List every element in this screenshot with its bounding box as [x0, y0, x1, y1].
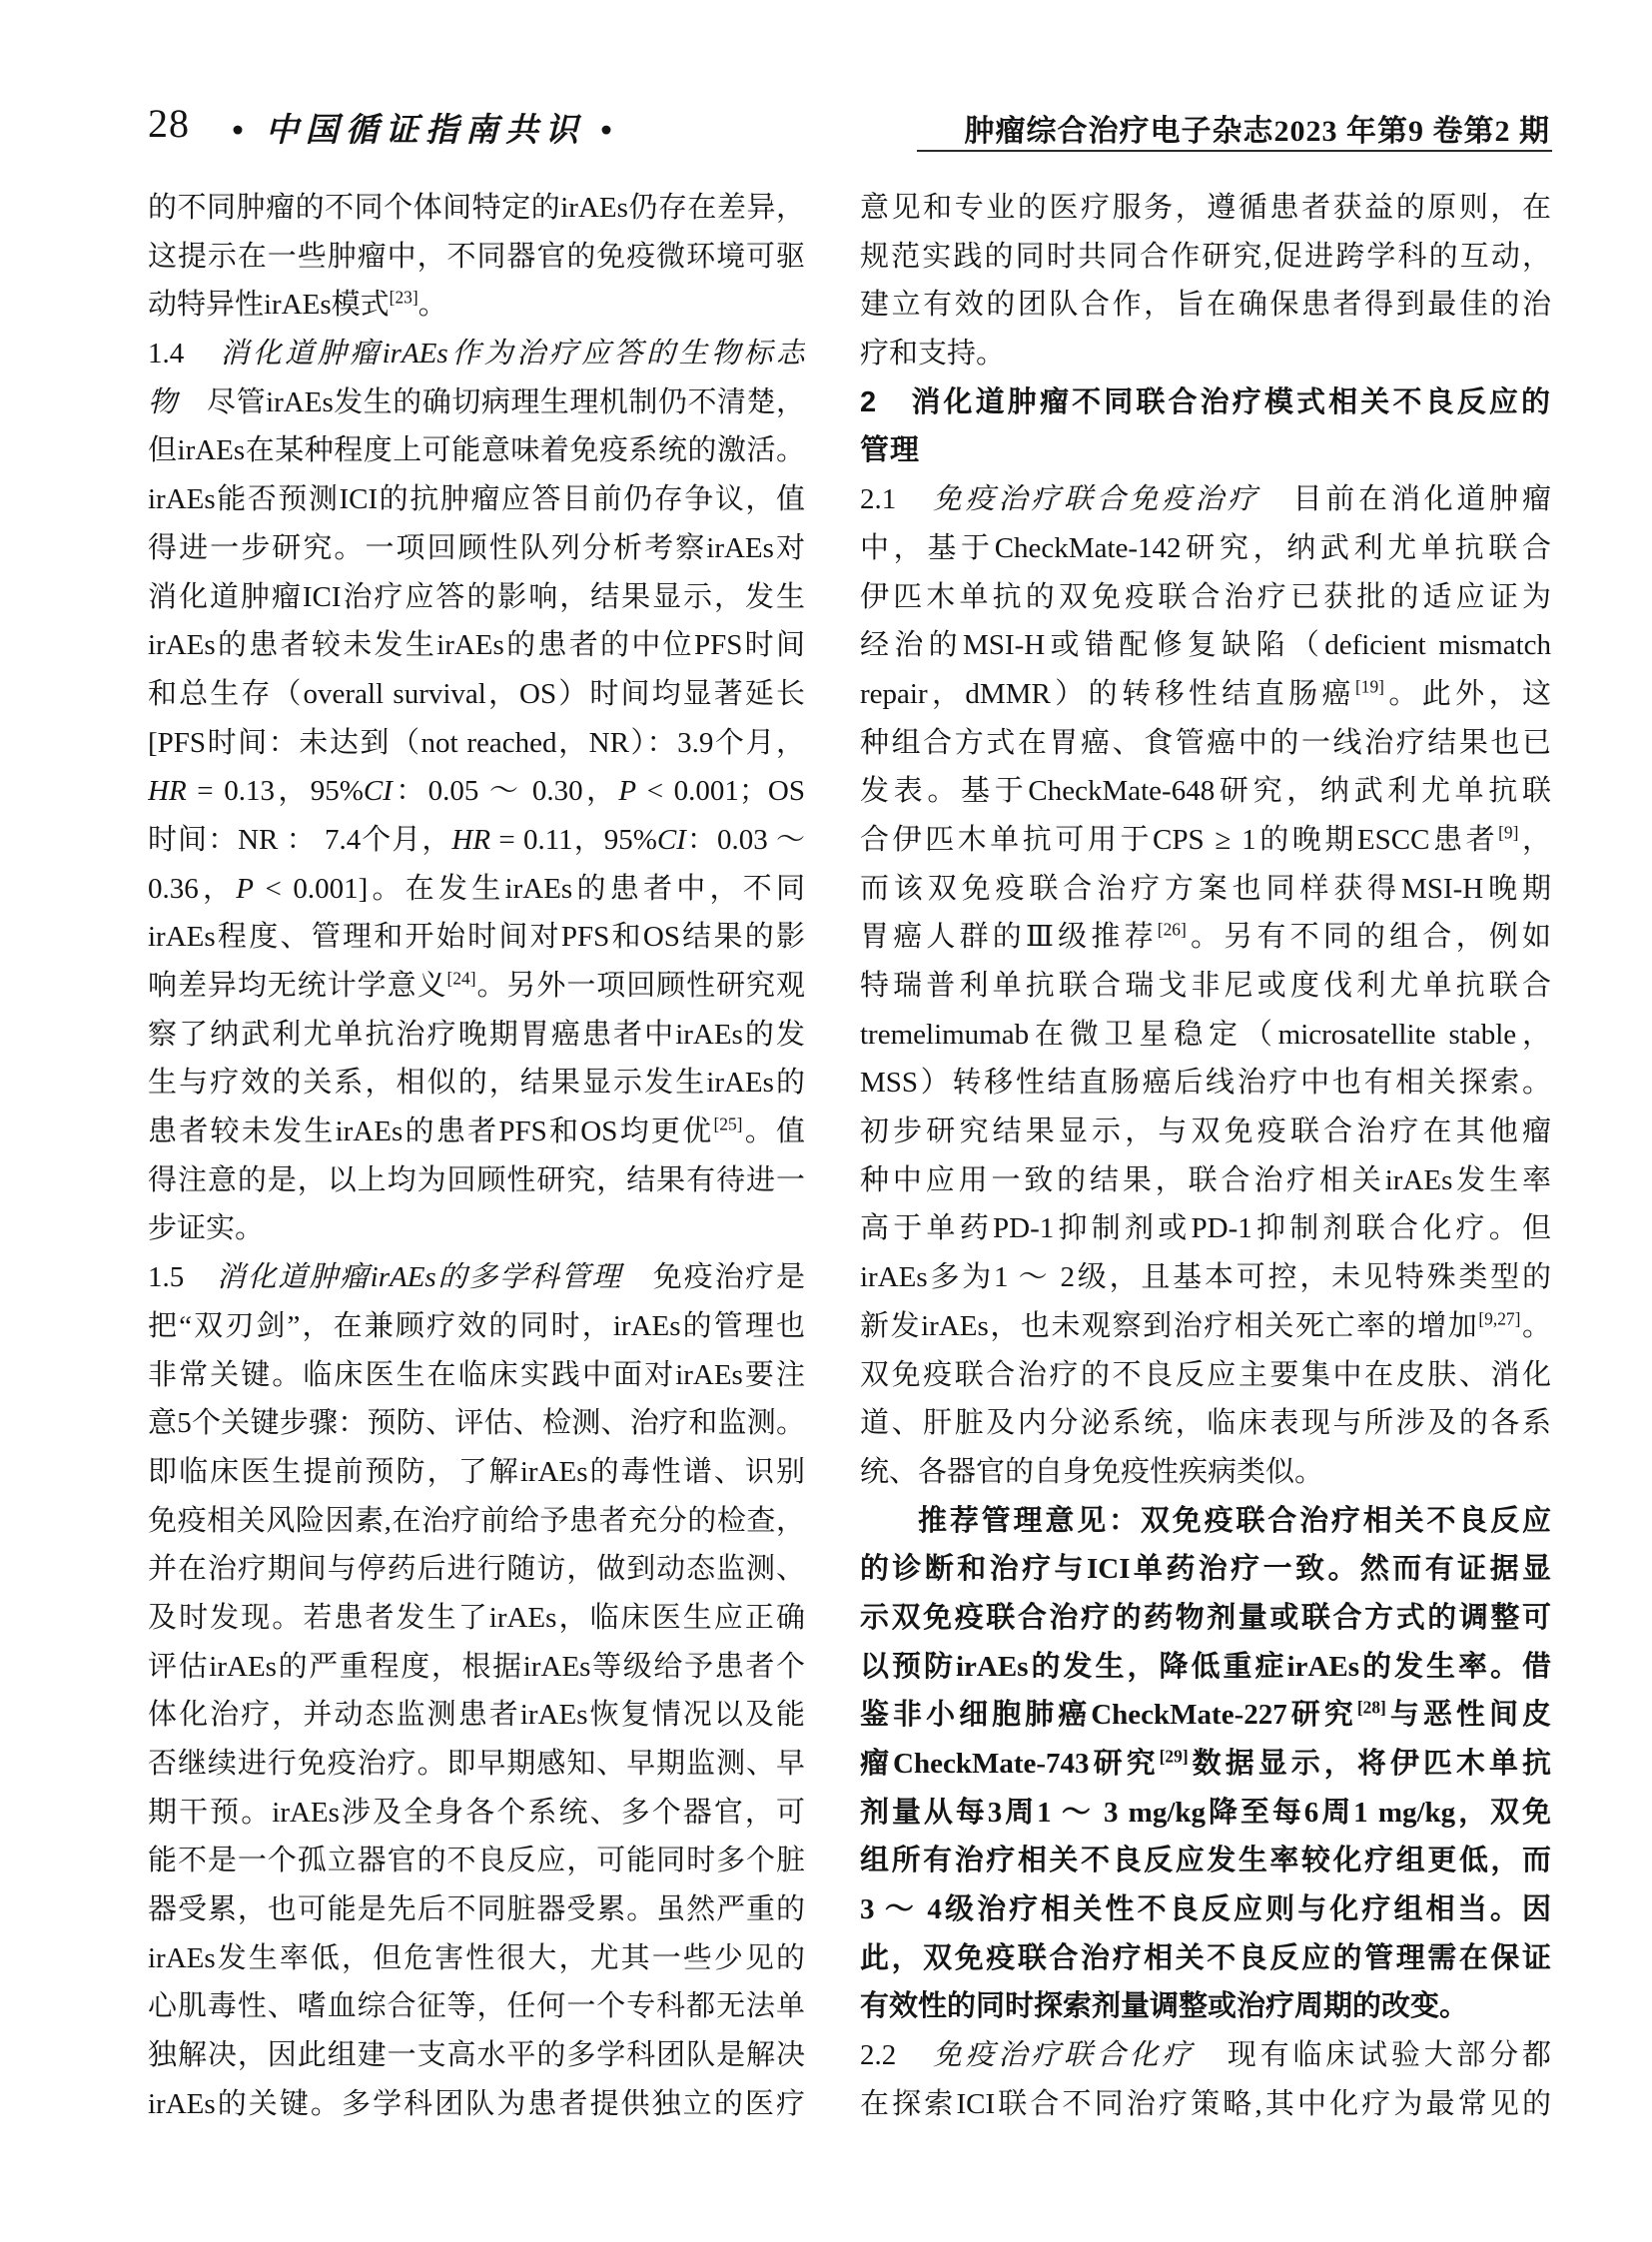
text-line: [148, 573, 805, 622]
text-segment: 高于单药PD-1抑制剂或PD-1抑制剂联合化疗。但: [860, 1212, 1551, 1245]
text-segment: HR: [148, 775, 187, 808]
text-line: [860, 670, 1551, 719]
text-line: [148, 378, 805, 427]
text-line: [860, 426, 1551, 475]
journal-issue-title: 肿瘤综合治疗电子杂志2023 年第9 卷第2 期: [964, 115, 1550, 148]
text-line: [148, 475, 805, 524]
text-line: [148, 1351, 805, 1400]
text-segment: 患者较未发生irAEs的患者PFS和OS均更优: [148, 1116, 714, 1148]
text-segment: 道、肝脏及内分泌系统，临床表现与所涉及的各系: [860, 1407, 1551, 1440]
text-line: [148, 1108, 805, 1156]
text-line: [860, 913, 1551, 962]
citation-superscript: [23]: [389, 287, 418, 308]
text-line: [860, 1108, 1551, 1156]
text-line: [860, 475, 1551, 524]
text-segment: ：0.03 ～: [685, 823, 805, 856]
text-segment: = 0.13，95%: [186, 775, 364, 808]
text-segment: 新发irAEs，也未观察到治疗相关死亡率的增加: [860, 1309, 1479, 1342]
text-segment: 种组合方式在胃癌、食管癌中的一线治疗结果也已: [860, 726, 1551, 759]
header-rule: [917, 150, 1552, 152]
citation-superscript: [25]: [713, 1114, 743, 1134]
text-segment: 推荐管理意见：双免疫联合治疗相关不良反应: [918, 1504, 1551, 1537]
citation-superscript: [9,27]: [1478, 1308, 1521, 1329]
text-line: [860, 767, 1551, 816]
text-line: [860, 1448, 1551, 1497]
text-segment: 免疫治疗联合化疗: [932, 2039, 1196, 2072]
text-line: [148, 816, 805, 865]
journal-section-title: • 中国循证指南共识 •: [232, 113, 619, 149]
text-segment: 。值: [742, 1116, 805, 1148]
text-segment: 而该双免疫联合治疗方案也同样获得MSI-H晚期: [860, 872, 1551, 905]
left-column: [148, 184, 805, 2129]
text-line: [860, 621, 1551, 670]
text-line: [148, 1253, 805, 1302]
text-line: [148, 621, 805, 670]
text-line: [148, 2080, 805, 2129]
text-segment: 3 ～ 4级治疗相关性不良反应则与化疗组相当。因: [860, 1893, 1551, 1926]
text-segment: 。此外，这: [1383, 677, 1551, 710]
text-segment: 以预防irAEs的发生，降低重症irAEs的发生率。借: [860, 1650, 1551, 1683]
text-line: [860, 184, 1551, 233]
citation-superscript: [28]: [1356, 1697, 1386, 1718]
text-segment: 免疫相关风险因素,在治疗前给予患者充分的检查，: [148, 1504, 805, 1537]
text-segment: 规范实践的同时共同合作研究,促进跨学科的互动，: [860, 240, 1551, 273]
text-segment: 此，双免疫联合治疗相关不良反应的管理需在保证: [860, 1941, 1551, 1974]
text-segment: 目前在消化道肿瘤: [1259, 483, 1551, 516]
text-segment: 意5个关键步骤：预防、评估、检测、治疗和监测。: [148, 1407, 805, 1440]
text-segment: irAEs多为1 ～ 2级，且基本可控，未见特殊类型的: [860, 1261, 1551, 1294]
text-segment: 示双免疫联合治疗的药物剂量或联合方式的调整可: [860, 1601, 1551, 1634]
text-segment: 并在治疗期间与停药后进行随访，做到动态监测、: [148, 1553, 805, 1586]
text-line: [860, 281, 1551, 330]
text-segment: 1.5: [148, 1261, 217, 1294]
text-segment: 合伊匹木单抗可用于CPS ≥ 1的晚期ESCC患者: [860, 823, 1499, 856]
text-segment: 物: [148, 385, 178, 418]
text-segment: 的诊断和治疗与ICI单药治疗一致。然而有证据显: [860, 1553, 1551, 1586]
citation-superscript: [26]: [1157, 919, 1187, 940]
text-segment: 尽管irAEs发生的确切病理生理机制仍不清楚，: [177, 385, 805, 418]
text-line: [860, 1837, 1551, 1885]
text-segment: CI: [656, 823, 686, 856]
text-line: [860, 816, 1551, 865]
text-line: [148, 1885, 805, 1934]
text-segment: 鉴非小细胞肺癌CheckMate-227研究: [860, 1699, 1357, 1732]
citation-superscript: [9]: [1498, 822, 1519, 843]
text-segment: [PFS时间：未达到（not reached，NR）：3.9个月，: [148, 726, 805, 759]
text-segment: 响差异均无统计学意义: [148, 970, 447, 1002]
text-segment: ：0.05 ～ 0.30，: [392, 775, 619, 808]
text-line: [148, 1059, 805, 1108]
text-line: [860, 1934, 1551, 1983]
text-line: [148, 1399, 805, 1448]
text-line: [148, 281, 805, 330]
citation-superscript: [19]: [1354, 676, 1384, 697]
text-segment: P: [236, 872, 254, 905]
text-segment: 有效性的同时探索剂量调整或治疗周期的改变。: [860, 1990, 1469, 2023]
text-segment: 这提示在一些肿瘤中，不同器官的免疫微环境可驱: [148, 240, 805, 273]
text-segment: irAEs能否预测ICI的抗肿瘤应答目前仍存争议，值: [148, 483, 805, 516]
text-segment: 评估irAEs的严重程度，根据irAEs等级给予患者个: [148, 1650, 805, 1683]
text-line: [148, 1448, 805, 1497]
text-line: [860, 573, 1551, 622]
text-line: [148, 2031, 805, 2080]
text-line: [860, 1302, 1551, 1351]
text-line: [148, 767, 805, 816]
text-segment: 管理: [860, 434, 921, 467]
text-line: [148, 1934, 805, 1983]
text-segment: HR: [451, 823, 491, 856]
text-segment: 动特异性irAEs模式: [148, 289, 390, 322]
text-segment: 数据显示，将伊匹木单抗: [1188, 1748, 1551, 1780]
text-segment: irAEs发生率低，但危害性很大，尤其一些少见的: [148, 1941, 805, 1974]
text-segment: 。: [417, 289, 447, 322]
text-line: [148, 1643, 805, 1692]
text-segment: 器受累，也可能是先后不同脏器受累。虽然严重的: [148, 1893, 805, 1926]
text-segment: 2 消化道肿瘤不同联合治疗模式相关不良反应的: [860, 385, 1551, 418]
text-line: [148, 1789, 805, 1838]
text-segment: 建立有效的团队合作，旨在确保患者得到最佳的治: [860, 289, 1551, 322]
text-segment: 发表。基于CheckMate-648研究，纳武利尤单抗联: [860, 775, 1551, 808]
text-line: [860, 1594, 1551, 1643]
text-line: [860, 1204, 1551, 1253]
text-segment: 免疫治疗联合免疫治疗: [932, 483, 1260, 516]
text-line: [148, 865, 805, 914]
text-segment: = 0.11，95%: [490, 823, 657, 856]
text-segment: 步证实。: [148, 1212, 265, 1245]
text-line: [860, 1253, 1551, 1302]
text-segment: 现有临床试验大部分都: [1195, 2039, 1551, 2072]
text-segment: P: [618, 775, 637, 808]
text-line: [148, 1156, 805, 1205]
text-line: [860, 962, 1551, 1011]
text-segment: 得进一步研究。一项回顾性队列分析考察irAEs对: [148, 531, 805, 564]
text-segment: 把“双刃剑”，在兼顾疗效的同时，irAEs的管理也: [148, 1309, 805, 1342]
text-line: [860, 233, 1551, 282]
text-line: [148, 1837, 805, 1885]
text-segment: 免疫治疗是: [622, 1261, 805, 1294]
text-segment: 否继续进行免疫治疗。即早期感知、早期监测、早: [148, 1748, 805, 1780]
text-line: [860, 1740, 1551, 1789]
text-line: [860, 1351, 1551, 1400]
text-segment: 独解决，因此组建一支高水平的多学科团队是解决: [148, 2039, 805, 2072]
text-segment: 2.1: [860, 483, 933, 516]
text-line: [860, 1982, 1551, 2031]
text-line: [148, 962, 805, 1011]
text-line: [148, 1497, 805, 1546]
text-segment: 能不是一个孤立器官的不良反应，可能同时多个脏: [148, 1845, 805, 1877]
text-line: [860, 1059, 1551, 1108]
text-segment: 即临床医生提前预防，了解irAEs的毒性谱、识别: [148, 1455, 805, 1488]
text-line: [860, 2031, 1551, 2080]
text-segment: 初步研究结果显示，与双免疫联合治疗在其他瘤: [860, 1116, 1551, 1148]
citation-superscript: [24]: [446, 968, 476, 989]
text-segment: 消化道肿瘤irAEs的多学科管理: [216, 1261, 623, 1294]
text-segment: 与恶性间皮: [1385, 1699, 1551, 1732]
text-segment: 时间：NR ： 7.4个月，: [148, 823, 452, 856]
text-segment: 疗和支持。: [860, 338, 1006, 371]
text-segment: 剂量从每3周1 ～ 3 mg/kg降至每6周1 mg/kg，双免: [860, 1796, 1551, 1829]
text-line: [860, 1789, 1551, 1838]
text-segment: 特瑞普利单抗联合瑞戈非尼或度伐利尤单抗联合: [860, 970, 1551, 1002]
text-line: [860, 1156, 1551, 1205]
text-line: [860, 719, 1551, 768]
text-line: [148, 1691, 805, 1740]
text-segment: 和总生存（overall survival，OS）时间均显著延长: [148, 677, 805, 710]
text-segment: ，: [1518, 823, 1551, 856]
text-segment: 2.2: [860, 2039, 933, 2072]
text-line: [860, 2080, 1551, 2129]
text-line: [148, 913, 805, 962]
text-segment: repair，dMMR）的转移性结直肠癌: [860, 677, 1355, 710]
text-line: [148, 1545, 805, 1594]
text-segment: 的不同肿瘤的不同个体间特定的irAEs仍存在差异，: [148, 192, 805, 224]
text-line: [860, 1643, 1551, 1692]
text-line: [148, 1594, 805, 1643]
text-segment: CI: [363, 775, 393, 808]
text-line: [148, 1011, 805, 1060]
text-segment: 非常关键。临床医生在临床实践中面对irAEs要注: [148, 1358, 805, 1391]
text-segment: 伊匹木单抗的双免疫联合治疗已获批的适应证为: [860, 580, 1551, 613]
text-segment: 中，基于CheckMate-142研究，纳武利尤单抗联合: [860, 531, 1551, 564]
text-segment: 双免疫联合治疗的不良反应主要集中在皮肤、消化: [860, 1358, 1551, 1391]
text-segment: 生与疗效的关系，相似的，结果显示发生irAEs的: [148, 1067, 805, 1100]
text-segment: 体化治疗，并动态监测患者irAEs恢复情况以及能: [148, 1699, 805, 1732]
text-segment: irAEs程度、管理和开始时间对PFS和OS结果的影: [148, 921, 805, 954]
text-line: [148, 1204, 805, 1253]
text-line: [148, 1740, 805, 1789]
text-segment: 心肌毒性、嗜血综合征等，任何一个专科都无法单: [148, 1990, 805, 2023]
text-segment: < 0.001；OS: [636, 775, 805, 808]
text-line: [148, 233, 805, 282]
text-line: [148, 1982, 805, 2031]
text-segment: 瘤CheckMate-743研究: [860, 1748, 1160, 1780]
text-line: [860, 330, 1551, 378]
text-segment: 经治的MSI-H或错配修复缺陷（deficient mismatch: [860, 629, 1551, 662]
text-segment: irAEs的关键。多学科团队为患者提供独立的医疗: [148, 2087, 805, 2120]
text-line: [148, 330, 805, 378]
text-segment: 但irAEs在某种程度上可能意味着免疫系统的激活。: [148, 434, 805, 467]
text-segment: 。: [1520, 1309, 1551, 1342]
text-segment: 在探索ICI联合不同治疗策略,其中化疗为最常见的: [860, 2087, 1551, 2120]
text-segment: 0.36，: [148, 872, 237, 905]
text-segment: 察了纳武利尤单抗治疗晚期胃癌患者中irAEs的发: [148, 1018, 805, 1051]
text-segment: < 0.001]。在发生irAEs的患者中，不同: [253, 872, 805, 905]
text-segment: 意见和专业的医疗服务，遵循患者获益的原则，在: [860, 192, 1551, 224]
text-segment: 。另有不同的组合，例如: [1186, 921, 1551, 954]
text-segment: 1.4: [148, 338, 221, 371]
page-header: [148, 98, 1552, 149]
text-segment: 组所有治疗相关不良反应发生率较化疗组更低，而: [860, 1845, 1551, 1877]
citation-superscript: [29]: [1159, 1746, 1189, 1767]
text-segment: tremelimumab在微卫星稳定（microsatellite stable，: [860, 1018, 1551, 1051]
text-segment: 种中应用一致的结果，联合治疗相关irAEs发生率: [860, 1163, 1551, 1196]
right-column: [860, 184, 1551, 2129]
text-line: [860, 1885, 1551, 1934]
text-line: [148, 719, 805, 768]
page-number: 28: [148, 101, 190, 146]
text-line: [148, 1302, 805, 1351]
text-line: [860, 1691, 1551, 1740]
text-line: [148, 524, 805, 573]
text-segment: 。另外一项回顾性研究观: [475, 970, 805, 1002]
text-line: [860, 1497, 1551, 1546]
text-line: [860, 1011, 1551, 1060]
text-segment: 统、各器官的自身免疫性疾病类似。: [860, 1455, 1324, 1488]
text-segment: irAEs的患者较未发生irAEs的患者的中位PFS时间: [148, 629, 805, 662]
text-segment: 及时发现。若患者发生了irAEs，临床医生应正确: [148, 1601, 805, 1634]
text-line: [860, 1545, 1551, 1594]
text-segment: 胃癌人群的Ⅲ级推荐: [860, 921, 1158, 954]
text-line: [860, 1399, 1551, 1448]
text-line: [860, 378, 1551, 427]
text-segment: MSS）转移性结直肠癌后线治疗中也有相关探索。: [860, 1067, 1551, 1100]
text-line: [148, 184, 805, 233]
text-line: [148, 670, 805, 719]
text-line: [148, 426, 805, 475]
text-segment: 得注意的是，以上均为回顾性研究，结果有待进一: [148, 1163, 805, 1196]
text-line: [860, 524, 1551, 573]
text-line: [860, 865, 1551, 914]
text-segment: 期干预。irAEs涉及全身各个系统、多个器官，可: [148, 1796, 805, 1829]
text-segment: 消化道肿瘤ICI治疗应答的影响，结果显示，发生: [148, 580, 805, 613]
text-segment: 消化道肿瘤irAEs作为治疗应答的生物标志: [220, 338, 805, 371]
